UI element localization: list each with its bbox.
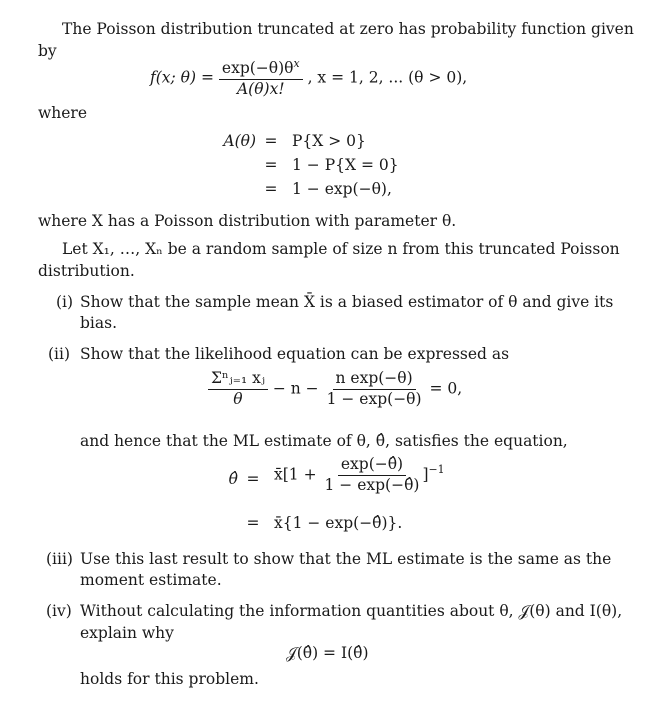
part-ii-line-2: and hence that the ML estimate of θ, θ̂, satisfies the equation, bbox=[80, 432, 568, 450]
ml-lhs: θ̂ bbox=[228, 470, 238, 488]
equation-probability-function bbox=[150, 58, 467, 99]
ml-rhs-1 bbox=[274, 456, 445, 495]
part-iv-line-3: holds for this problem. bbox=[80, 670, 259, 688]
a-rhs-2: 1 − P{X = 0} bbox=[292, 156, 399, 174]
f-numerator: exp(−θ)θ bbox=[221, 59, 294, 78]
let-line-2: distribution. bbox=[38, 262, 135, 280]
part-ii-line-1: Show that the likelihood equation can be expressed as bbox=[80, 345, 510, 363]
part-i-line-1: Show that the sample mean X̄ is a biased estimator of θ and give its bbox=[80, 293, 614, 311]
ml-rhs1-post: ] bbox=[422, 465, 429, 484]
let-line-1: Let X₁, …, Xₙ be a random sample of size n from this truncated Poisson bbox=[62, 240, 620, 258]
f-condition: , x = 1, 2, ... (θ > 0), bbox=[307, 68, 468, 87]
part-iv-line-1: Without calculating the information quantities about θ, 𝒥(θ) and I(θ), bbox=[80, 602, 623, 620]
likelihood-fraction-2 bbox=[324, 370, 425, 409]
part-iv-line-2: explain why bbox=[80, 624, 174, 642]
ml-denominator: 1 − exp(−θ̂) bbox=[324, 475, 420, 494]
f-lhs: f(x; θ) = bbox=[150, 68, 214, 87]
where-label-1: where bbox=[38, 104, 88, 122]
a-rhs-3: 1 − exp(−θ), bbox=[292, 180, 392, 198]
f-fraction bbox=[219, 58, 303, 99]
f-denominator: A(θ)x! bbox=[236, 79, 285, 98]
a-lhs: A(θ) bbox=[223, 132, 256, 150]
where-label-2: where X has a Poisson distribution with parameter θ. bbox=[38, 212, 457, 230]
intro-line-1: The Poisson distribution truncated at zero has probability function given bbox=[62, 20, 634, 38]
ml-eq-1: = bbox=[246, 470, 260, 488]
likelihood-fraction-1 bbox=[208, 370, 268, 409]
part-iv-label: (iv) bbox=[46, 602, 72, 620]
likelihood-den-1: θ bbox=[233, 389, 243, 408]
ml-numerator: exp(−θ̂) bbox=[338, 456, 406, 476]
likelihood-mid: − n − bbox=[272, 379, 319, 398]
a-eq-1: = bbox=[264, 132, 278, 150]
ml-rhs-2: x̄{1 − exp(−θ̂)}. bbox=[274, 514, 403, 532]
part-i-label: (i) bbox=[56, 293, 74, 311]
part-i-line-2: bias. bbox=[80, 314, 118, 332]
part-iv-equation: 𝒥(θ̂) = I(θ̂) bbox=[286, 644, 369, 662]
likelihood-end: = 0, bbox=[429, 379, 463, 398]
a-rhs-1: P{X > 0} bbox=[292, 132, 366, 150]
ml-eq-2: = bbox=[246, 514, 260, 532]
f-numerator-sup: x bbox=[293, 57, 300, 70]
ml-rhs1-pre: x̄[1 + bbox=[274, 465, 317, 484]
equation-likelihood bbox=[208, 370, 462, 409]
likelihood-num-1: Σⁿⱼ₌₁ xⱼ bbox=[208, 370, 268, 390]
likelihood-num-2: n exp(−θ) bbox=[333, 370, 416, 390]
part-iii-label: (iii) bbox=[46, 550, 73, 568]
a-eq-2: = bbox=[264, 156, 278, 174]
part-iii-line-1: Use this last result to show that the ML estimate is the same as the bbox=[80, 550, 612, 568]
likelihood-den-2: 1 − exp(−θ) bbox=[326, 389, 422, 408]
ml-fraction bbox=[322, 456, 423, 495]
a-eq-3: = bbox=[264, 180, 278, 198]
ml-sup: −1 bbox=[428, 463, 445, 477]
intro-line-2: by bbox=[38, 42, 57, 60]
part-iii-line-2: moment estimate. bbox=[80, 571, 222, 589]
part-ii-label: (ii) bbox=[48, 345, 71, 363]
